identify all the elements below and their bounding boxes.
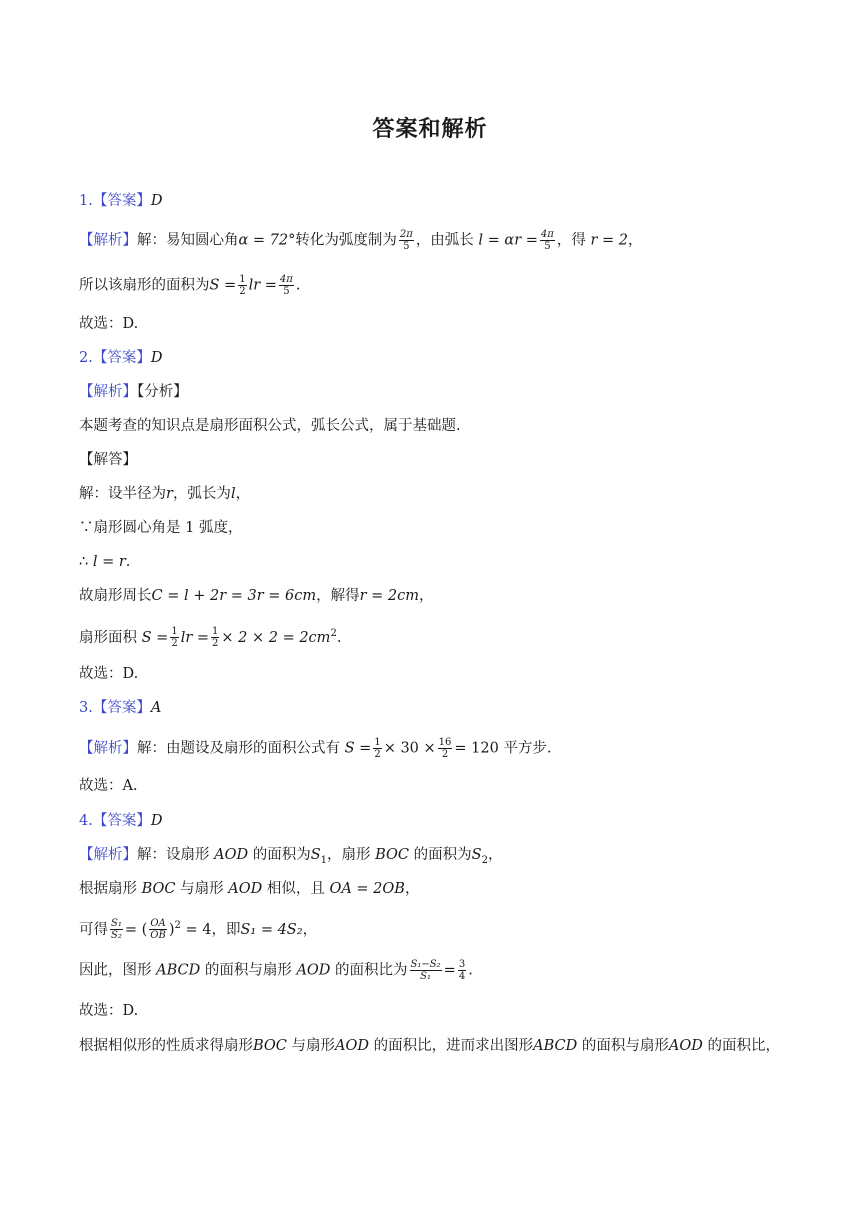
text: 可得: [79, 921, 108, 938]
text: 的面积比，进而求出图形: [373, 1038, 534, 1054]
text: ，解得: [316, 588, 360, 604]
q1-line2: [79, 274, 300, 297]
numerator: OA: [150, 918, 166, 930]
text: .: [125, 554, 131, 570]
text: 相似，且: [266, 881, 325, 897]
q4-selection: 故选：D.: [79, 1003, 139, 1019]
text: 与扇形: [291, 1038, 336, 1054]
q2-answer-line: [79, 348, 162, 368]
q1-analysis-line: [79, 229, 643, 252]
math: S: [310, 847, 321, 863]
numerator: 4π: [279, 274, 293, 285]
superscript: 2: [174, 920, 181, 931]
q4-answer-line: [79, 811, 162, 831]
q3-answer-line: [79, 698, 161, 718]
math: = (: [124, 921, 148, 938]
text: 与扇形: [180, 881, 224, 897]
math: BOC: [253, 1038, 287, 1054]
math: S =: [209, 277, 237, 294]
fraction: [170, 626, 178, 649]
math: lr =: [248, 277, 277, 294]
math: C = l + 2r = 3r = 6cm: [151, 588, 317, 604]
math: BOC: [141, 881, 176, 897]
text: ，: [419, 588, 434, 604]
text: 的面积与扇形: [204, 962, 292, 979]
q4-number: 4.: [79, 813, 93, 829]
q4-t4: [79, 959, 473, 982]
text: ，: [302, 921, 318, 938]
math: l: [230, 486, 236, 502]
math: S =: [344, 740, 372, 757]
math: AOD: [214, 847, 249, 863]
denominator: 2: [171, 638, 178, 650]
math: S: [471, 847, 482, 863]
text: 解：由题设及扇形的面积公式有: [137, 740, 340, 757]
text: ，即: [211, 921, 241, 938]
denominator: 5: [544, 241, 551, 252]
q3-answer: A: [150, 700, 162, 716]
math: AOD: [668, 1038, 703, 1054]
denominator: 2: [212, 638, 219, 650]
analysis-label: 【解析】: [79, 232, 137, 249]
denominator: S₁: [420, 971, 432, 982]
text: 的面积比，: [707, 1038, 780, 1054]
fraction: [211, 626, 219, 649]
subscript: 1: [320, 854, 328, 866]
fraction: [399, 229, 414, 252]
q2-t5: [79, 586, 434, 606]
text: 解：易知圆心角: [137, 232, 239, 249]
q2-t1: 本题考查的知识点是扇形面积公式，弧长公式，属于基础题.: [79, 418, 461, 434]
math: r = 2: [590, 232, 628, 249]
math: ): [168, 921, 175, 938]
numerator: 1: [171, 626, 178, 638]
text: 故扇形周长: [79, 588, 152, 604]
math: r: [166, 486, 173, 502]
fraction: [279, 274, 294, 297]
text: 根据扇形: [79, 881, 137, 897]
text: ∴: [79, 554, 89, 570]
numerator: S₁−S₂: [410, 959, 441, 970]
numerator: 3: [458, 959, 466, 970]
denominator: 5: [403, 241, 410, 252]
math: BOC: [375, 847, 410, 863]
fraction: [410, 959, 442, 982]
fraction: [110, 918, 123, 941]
fraction: [540, 229, 555, 252]
math: α = 72°: [238, 232, 296, 249]
q4-answer: D: [150, 813, 163, 829]
fraction: [458, 959, 466, 982]
text: ，弧长为: [172, 486, 231, 502]
fraction: [238, 274, 246, 297]
math: lr =: [180, 629, 210, 646]
text: ，得: [556, 232, 586, 249]
text: ，由弧长: [415, 232, 474, 249]
denominator: OB: [150, 930, 166, 942]
text: 平方步.: [503, 740, 552, 757]
math: l = αr =: [478, 232, 538, 249]
q1-answer-line: [79, 191, 162, 211]
q2-t2: [79, 484, 250, 504]
math: AOD: [228, 881, 263, 897]
math: S₁ = 4S₂: [240, 921, 303, 938]
answer-label: 【答案】: [92, 193, 151, 209]
numerator: 1: [374, 737, 381, 748]
q1-number: 1.: [79, 193, 93, 209]
q4-t5: [79, 1036, 780, 1056]
math: ABCD: [533, 1038, 578, 1054]
numerator: 1: [239, 274, 246, 285]
denominator: 2: [374, 749, 381, 760]
text: 根据相似形的性质求得扇形: [79, 1038, 253, 1054]
numerator: 4π: [540, 229, 554, 240]
denominator: 2: [239, 286, 246, 297]
math: OA = 2OB: [329, 881, 405, 897]
numerator: S₁: [111, 918, 122, 930]
text: 解：设扇形: [137, 847, 210, 863]
math: = 120: [454, 740, 499, 757]
math: AOD: [296, 962, 331, 979]
denominator: 4: [458, 971, 466, 982]
text: 因此，图形: [79, 962, 152, 979]
q2-number: 2.: [79, 350, 93, 366]
q4-analysis-line: [79, 845, 502, 871]
q2-analysis-line: [79, 382, 188, 402]
text: .: [295, 277, 301, 294]
math: AOD: [335, 1038, 370, 1054]
q3-analysis-line: [79, 737, 552, 760]
page-title: 答案和解析: [372, 117, 488, 142]
text: 的面积与扇形: [581, 1038, 669, 1054]
text: 的面积比为: [335, 962, 408, 979]
math: S =: [141, 629, 169, 646]
math: = 4: [185, 921, 212, 938]
answer-label: 【答案】: [92, 700, 151, 716]
answer-label: 【答案】: [92, 350, 151, 366]
analysis-label: 【解析】: [79, 847, 137, 863]
math: × 2 × 2 = 2cm: [221, 629, 331, 646]
numerator: 16: [438, 737, 452, 748]
text: 转化为弧度制为: [295, 232, 397, 249]
q2-t3: ∵扇形圆心角是 1 弧度，: [79, 520, 243, 536]
denominator: S₂: [111, 930, 122, 942]
answer-label: 【答案】: [92, 813, 151, 829]
q2-t6: [79, 624, 341, 649]
q1-answer: D: [150, 193, 163, 209]
fraction: [373, 737, 381, 760]
q3-selection: 故选：A.: [79, 778, 138, 794]
text: .: [336, 629, 342, 646]
q2-answer: D: [150, 350, 163, 366]
fenxi-label: 【分析】: [137, 384, 188, 400]
text: ，: [487, 847, 503, 863]
math: × 30 ×: [383, 740, 436, 757]
q3-number: 3.: [79, 700, 93, 716]
fraction: [438, 737, 453, 760]
text: 的面积为: [413, 847, 472, 863]
analysis-label: 【解析】: [79, 740, 137, 757]
numerator: 1: [212, 626, 219, 638]
analysis-label: 【解析】: [79, 384, 137, 400]
jieda-label: 【解答】: [79, 452, 137, 468]
q1-selection: 故选：D.: [79, 316, 139, 332]
q4-t3: [79, 916, 317, 941]
text: ，: [404, 881, 420, 897]
subscript: 2: [481, 854, 488, 866]
fraction: [149, 918, 167, 941]
text: 扇形面积: [79, 629, 137, 646]
denominator: 5: [283, 286, 290, 297]
q2-selection: 故选：D.: [79, 666, 139, 682]
text: .: [468, 962, 473, 979]
q4-t2: [79, 879, 419, 899]
q2-t4: [79, 552, 130, 572]
text: ，: [235, 486, 251, 502]
text: ，: [628, 232, 643, 249]
math: l = r: [92, 554, 126, 570]
text: 解：设半径为: [79, 486, 166, 502]
superscript: 2: [330, 628, 337, 639]
math: r = 2cm: [359, 588, 420, 604]
denominator: 2: [441, 749, 449, 760]
text: ，扇形: [327, 847, 371, 863]
math: ABCD: [156, 962, 201, 979]
math: =: [443, 962, 456, 979]
text: 的面积为: [252, 847, 311, 863]
numerator: 2π: [399, 229, 413, 240]
text: 所以该扇形的面积为: [79, 277, 210, 294]
